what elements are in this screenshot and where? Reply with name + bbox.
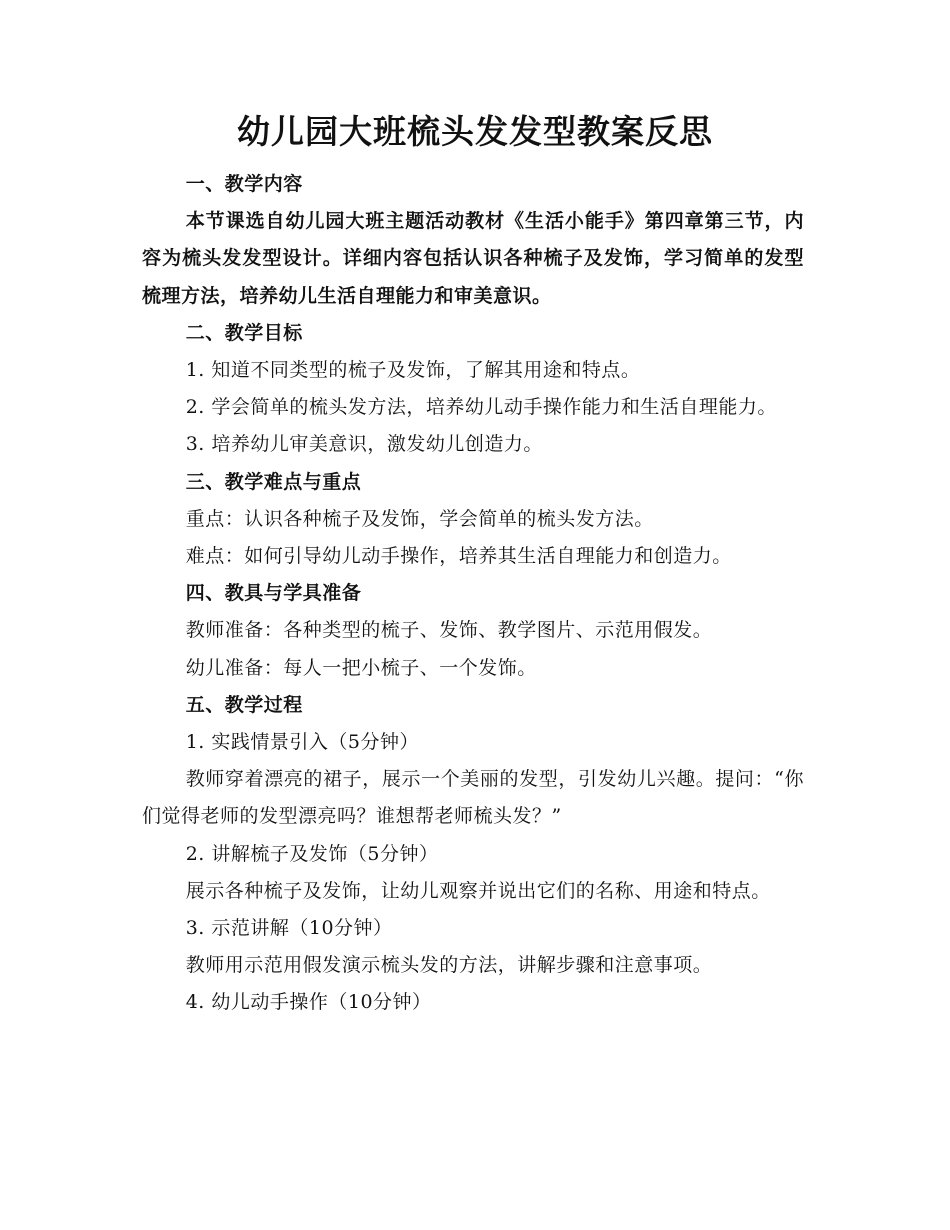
process-step-3: 3. 示范讲解（10分钟） (185, 917, 393, 940)
process-step-3-detail: 教师用示范用假发演示梳头发的方法，讲解步骤和注意事项。 (185, 954, 713, 977)
goal-item-3: 3. 培养幼儿审美意识，激发幼儿创造力。 (185, 433, 543, 456)
document-title: 幼儿园大班梳头发发型教案反思 (237, 112, 713, 151)
process-step-4: 4. 幼儿动手操作（10分钟） (185, 991, 432, 1014)
section-heading-teaching-content: 一、教学内容 (185, 173, 303, 195)
section-heading-materials: 四、教具与学具准备 (185, 582, 362, 605)
section-heading-difficulties: 三、教学难点与重点 (185, 470, 362, 493)
section-heading-teaching-goals: 二、教学目标 (185, 321, 303, 344)
paragraph-teacher-prep: 教师准备：各种类型的梳子、发饰、教学图片、示范用假发。 (185, 619, 713, 642)
section-heading-process: 五、教学过程 (185, 693, 303, 716)
goal-item-1: 1. 知道不同类型的梳子及发饰，了解其用途和特点。 (185, 359, 641, 382)
paragraph-child-prep: 幼儿准备：每人一把小梳子、一个发饰。 (185, 656, 537, 679)
goal-item-2: 2. 学会简单的梳头发方法，培养幼儿动手操作能力和生活自理能力。 (185, 396, 777, 419)
process-step-2: 2. 讲解梳子及发饰（5分钟） (185, 842, 439, 865)
paragraph-difficulty: 难点：如何引导幼儿动手操作，培养其生活自理能力和创造力。 (185, 545, 732, 568)
paragraph-content-description: 本节课选自幼儿园大班主题活动教材《生活小能手》第四章第三节，内容为梳头发发型设计。详细内容包括认识各种梳子及发饰，学习简单的发型梳理方法，培养幼儿生活自理能力和审美意识。 (142, 210, 804, 307)
process-step-1-detail: 教师穿着漂亮的裙子，展示一个美丽的发型，引发幼儿兴趣。提问：“你们觉得老师的发型漂亮吗？谁想帮老师梳头发？” (142, 768, 804, 828)
process-step-1: 1. 实践情景引入（5分钟） (185, 731, 419, 754)
document-body (142, 166, 804, 1022)
process-step-2-detail: 展示各种梳子及发饰，让幼儿观察并说出它们的名称、用途和特点。 (185, 879, 771, 902)
paragraph-key-point: 重点：认识各种梳子及发饰，学会简单的梳头发方法。 (185, 507, 654, 530)
